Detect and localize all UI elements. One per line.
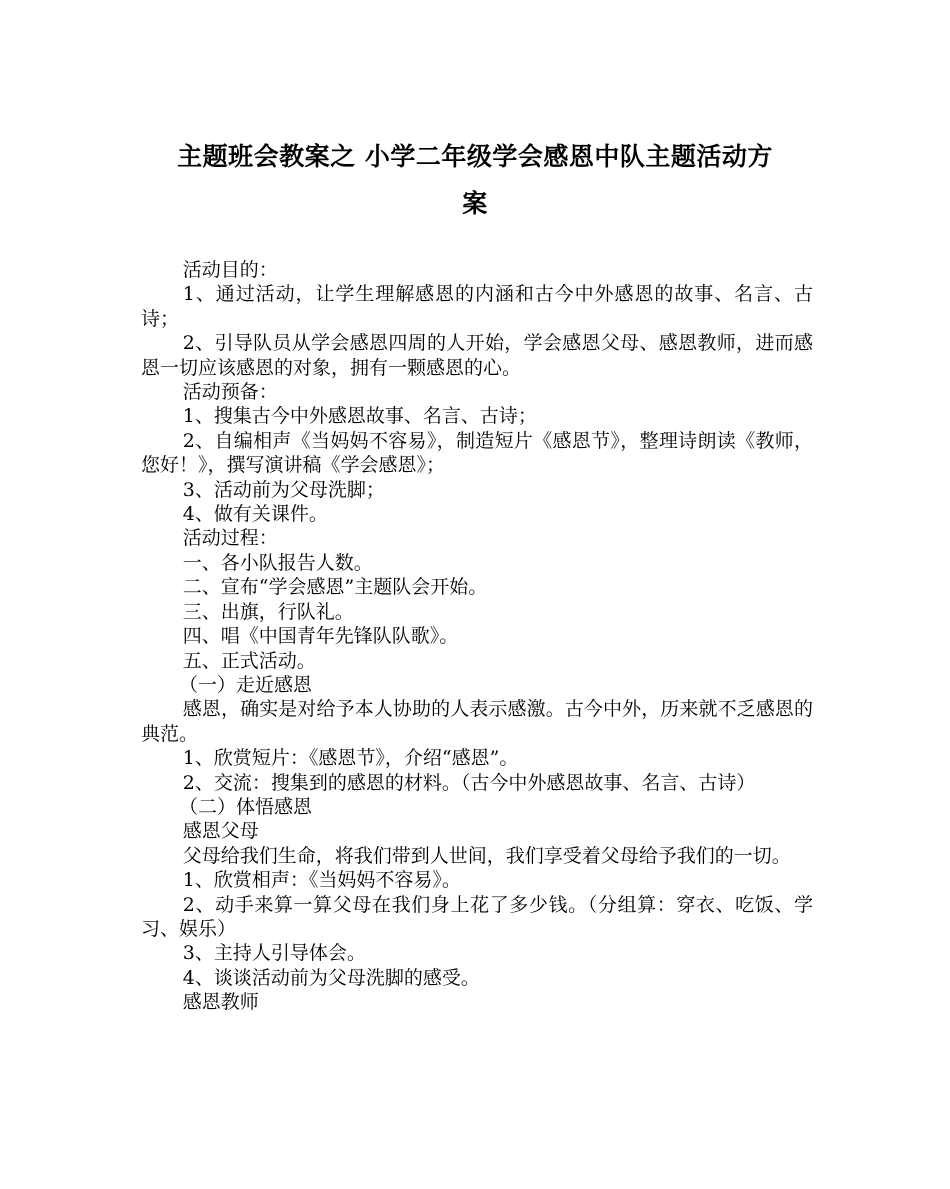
document-body bbox=[141, 258, 813, 1015]
paragraph-prep-3: 3、活动前为父母洗脚； bbox=[182, 478, 385, 501]
section-heading-approach: （一）走近感恩 bbox=[179, 673, 313, 696]
paragraph-prep-4: 4、做有关课件。 bbox=[182, 503, 328, 526]
paragraph-prep-1: 1、搜集古今中外感恩故事、名言、古诗； bbox=[182, 405, 537, 428]
paragraph-process-5: 五、正式活动。 bbox=[182, 649, 316, 672]
section-heading-experience: （二）体悟感恩 bbox=[179, 795, 313, 818]
paragraph-parents-intro: 父母给我们生命，将我们带到人世间，我们享受着父母给予我们的一切。 bbox=[182, 844, 791, 867]
paragraph-gratitude-intro: 感恩，确实是对给予本人协助的人表示感激。古今中外，历来就不乏感恩的典范。 bbox=[141, 698, 813, 745]
paragraph-process-4: 四、唱《中国青年先锋队队歌》。 bbox=[182, 625, 459, 648]
paragraph-process-1: 一、各小队报告人数。 bbox=[182, 551, 373, 574]
paragraph-parents-3: 3、主持人引导体会。 bbox=[182, 942, 366, 965]
paragraph-approach-2: 2、交流：搜集到的感恩的材料。（古今中外感恩故事、名言、古诗） bbox=[182, 771, 756, 794]
paragraph-process-2: 二、宣布“学会感恩”主题队会开始。 bbox=[182, 576, 488, 599]
paragraph-process-3: 三、出旗，行队礼。 bbox=[182, 600, 354, 623]
document-title bbox=[140, 133, 810, 227]
paragraph-approach-1: 1、欣赏短片：《感恩节》，介绍“感恩”。 bbox=[182, 747, 519, 770]
paragraph-parents-1: 1、欣赏相声：《当妈妈不容易》。 bbox=[182, 869, 461, 892]
paragraph-parents-2: 2、动手来算一算父母在我们身上花了多少钱。（分组算：穿衣、吃饭、学习、娱乐） bbox=[141, 893, 813, 940]
title-line-2: 案 bbox=[462, 189, 488, 218]
paragraph-process-heading: 活动过程： bbox=[182, 527, 278, 550]
paragraph-purpose-1: 1、通过活动，让学生理解感恩的内涵和古今中外感恩的故事、名言、古诗； bbox=[141, 283, 813, 330]
paragraph-parents-heading: 感恩父母 bbox=[182, 820, 259, 843]
paragraph-purpose-heading: 活动目的： bbox=[182, 259, 278, 281]
paragraph-prep-heading: 活动预备： bbox=[182, 381, 278, 404]
paragraph-teachers-heading: 感恩教师 bbox=[182, 991, 259, 1014]
paragraph-prep-2: 2、自编相声《当妈妈不容易》，制造短片《感恩节》，整理诗朗读《教师，您好！》，撰写演讲稿《学会感恩》； bbox=[141, 429, 813, 477]
paragraph-purpose-2: 2、引导队员从学会感恩四周的人开始，学会感恩父母、感恩教师，进而感恩一切应该感恩的对象，拥有一颗感恩的心。 bbox=[141, 332, 813, 379]
title-line-1: 主题班会教案之 小学二年级学会感恩中队主题活动方 bbox=[177, 142, 773, 171]
paragraph-parents-4: 4、谈谈活动前为父母洗脚的感受。 bbox=[182, 966, 480, 989]
